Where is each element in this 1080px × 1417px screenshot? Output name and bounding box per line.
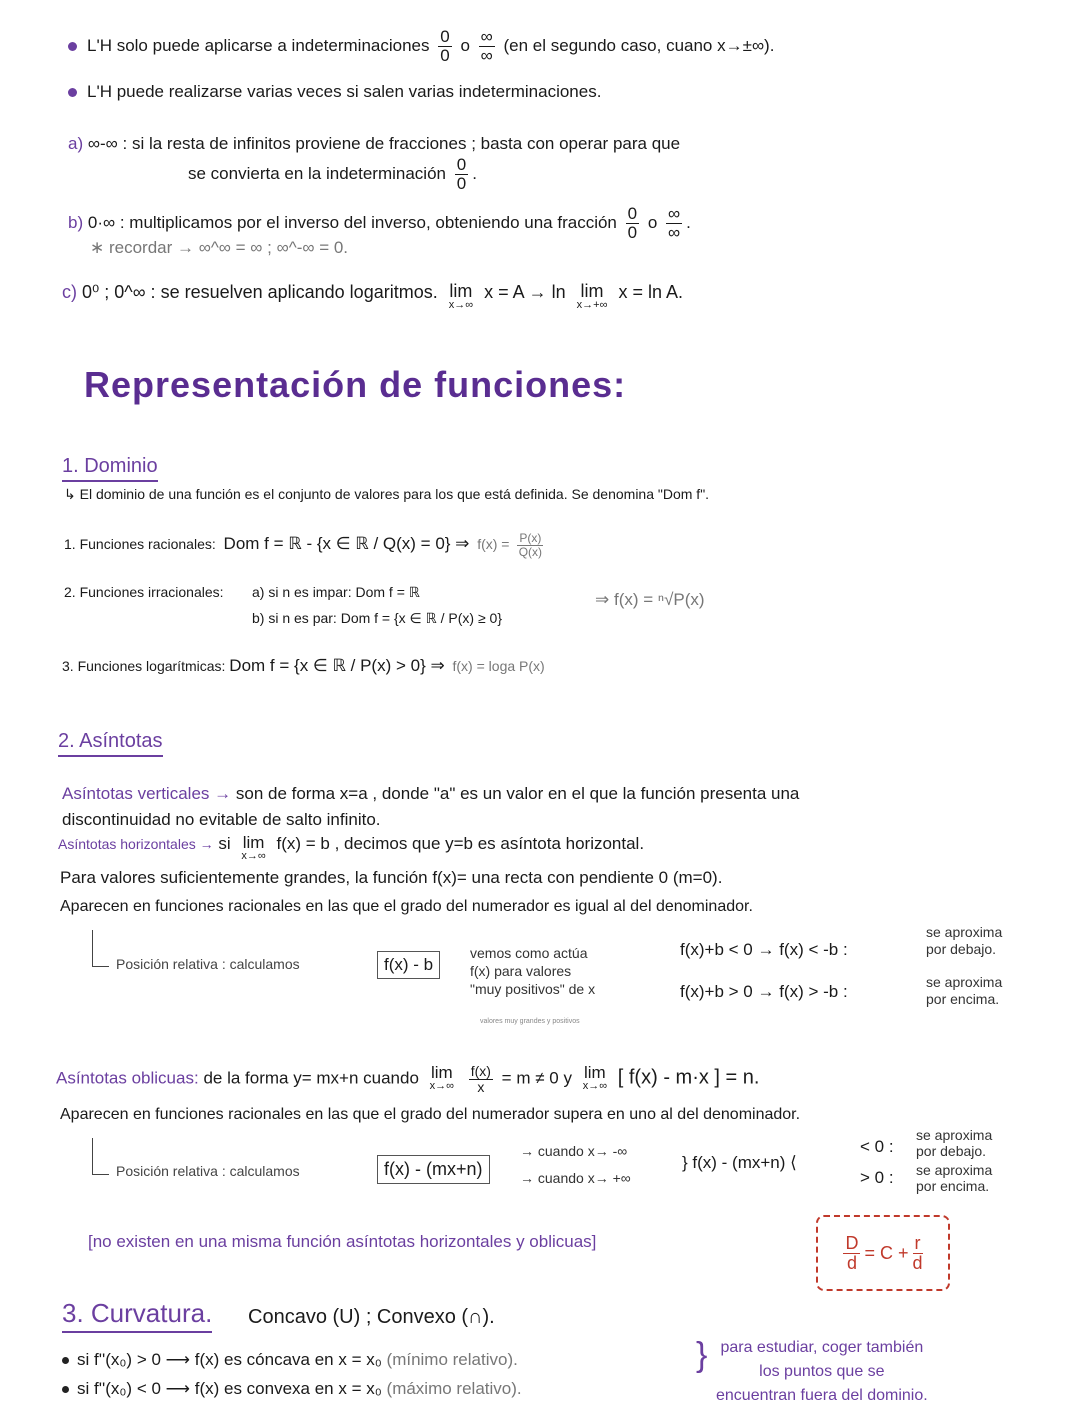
den: 0 xyxy=(627,222,638,242)
bullet-icon xyxy=(62,1357,69,1364)
text: se aproxima xyxy=(926,974,1003,990)
case-above-result xyxy=(926,974,1002,1008)
den: d xyxy=(912,1252,923,1273)
den: ∞ xyxy=(668,222,681,242)
limit xyxy=(583,1064,607,1092)
formula: f(x) = loga P(x) xyxy=(452,658,545,674)
section-heading-curvatura: 3. Curvatura. xyxy=(62,1298,212,1333)
case-above-result xyxy=(916,1162,992,1194)
text: f(x) = b , decimos que y=b es asíntota horizontal. xyxy=(276,834,645,853)
fraction xyxy=(517,532,543,558)
recordar-note: ∗ recordar → ∞^∞ = ∞ ; ∞^-∞ = 0. xyxy=(90,238,349,257)
fraction xyxy=(479,28,495,65)
asintotas-note: [no existen en una misma función asíntotas horizontales y oblicuas] xyxy=(88,1232,597,1251)
lim: lim xyxy=(584,1063,606,1082)
text: (en el segundo caso, cuano x→±∞). xyxy=(503,35,775,55)
case-a-cont: se convierta en la indeterminación $\frac{0}{0}$ . xyxy=(188,155,477,193)
oblicuas-expression: } f(x) - (mx+n) ⟨ xyxy=(682,1153,797,1172)
text: los puntos que se xyxy=(759,1363,885,1380)
dominio-irracionales-formula: ⇒ f(x) = ⁿ√P(x) xyxy=(595,590,705,609)
formula-box: f(x) - (mx+n) xyxy=(377,1155,490,1184)
connector-line xyxy=(92,930,109,967)
text: o xyxy=(647,212,658,232)
num: P(x) xyxy=(519,531,542,545)
text: se aproxima xyxy=(916,1162,993,1178)
text: por debajo. xyxy=(926,940,997,957)
text: por encima. xyxy=(926,990,1000,1007)
small-note: valores muy grandes y positivos xyxy=(480,1018,580,1025)
posicion-relativa-label: Posición relativa : calculamos xyxy=(116,1163,300,1179)
bullet-icon xyxy=(62,1386,69,1393)
text: [ f(x) - m·x ] = n. xyxy=(617,1066,760,1089)
den: x xyxy=(477,1078,485,1095)
formula-box: f(x) - b xyxy=(377,951,440,979)
asintotas-verticales xyxy=(62,784,799,804)
text: f(x) para valores xyxy=(470,963,572,980)
text: por debajo. xyxy=(916,1143,987,1160)
text: "muy positivos" de x xyxy=(470,981,596,998)
text: se aproxima xyxy=(916,1127,993,1143)
formula: Dom f = ℝ - {x ∈ ℝ / Q(x) = 0} ⇒ xyxy=(223,533,470,553)
asintotas-horizontales-aparecen: Aparecen en funciones racionales en las que el grado del numerador es igual al del denominador. xyxy=(60,898,753,915)
case-below: f(x)+b < 0 → f(x) < -b : xyxy=(680,940,848,959)
num: 0 xyxy=(627,204,638,223)
case-b: b) 0·∞ : multiplicamos por el inverso del inverso, obteniendo una fracción $\frac{0}{0}$ o ∞ ∞ . xyxy=(68,204,691,242)
text: = C + xyxy=(864,1242,909,1263)
form: 0⁰ ; 0^∞ : xyxy=(82,282,156,302)
label: b) xyxy=(68,212,84,232)
curvatura-bullet-2 xyxy=(62,1379,522,1399)
den: d xyxy=(846,1252,857,1273)
limit xyxy=(430,1064,454,1092)
asintotas-oblicuas xyxy=(56,1064,759,1094)
case-above: f(x)+b > 0 → f(x) > -b : xyxy=(680,982,848,1001)
den: Q(x) xyxy=(518,544,543,559)
limit xyxy=(449,282,473,311)
curvatura-subtitle: Concavo (U) ; Convexo (∩). xyxy=(248,1306,495,1328)
asintotas-horizontales xyxy=(58,834,644,862)
dominio-definition: ↳ El dominio de una función es el conjunto de valores para los que está definida. Se denomina "Dom f". xyxy=(64,486,710,502)
fraction xyxy=(469,1064,493,1094)
dominio-irracionales-a: a) si n es impar: Dom f = ℝ xyxy=(252,584,420,600)
formula: Dom f = {x ∈ ℝ / P(x) > 0} ⇒ xyxy=(229,656,445,675)
text: por encima. xyxy=(916,1178,990,1195)
text: si la resta de infinitos proviene de fracciones ; basta con operar para que xyxy=(131,134,681,153)
text: x = ln A. xyxy=(618,282,683,302)
fraction xyxy=(666,205,682,242)
text: L'H solo puede aplicarse a indeterminaciones xyxy=(87,35,430,55)
text: se convierta en la indeterminación xyxy=(188,163,446,183)
lim-sub: x→∞ xyxy=(241,850,266,862)
lim-sub: x→∞ xyxy=(429,1080,454,1092)
num: D xyxy=(845,1232,859,1253)
asintotas-horizontales-para: Para valores suficientemente grandes, la función f(x)= una recta con pendiente 0 (m=0). xyxy=(60,868,723,887)
text: si f''(x₀) < 0 ⟶ f(x) es convexa en x = x₀ xyxy=(77,1379,382,1398)
brace: } xyxy=(696,1336,708,1374)
den: 0 xyxy=(440,45,450,65)
lim-sub: x→∞ xyxy=(448,299,474,311)
text: (máximo relativo). xyxy=(386,1379,522,1398)
fraction xyxy=(438,28,451,65)
text: o xyxy=(460,35,470,55)
form: 0·∞ : xyxy=(87,212,125,232)
fraction xyxy=(626,205,639,242)
label: Asíntotas verticales → xyxy=(62,784,232,803)
asintotas-oblicuas-aparecen: Aparecen en funciones racionales en las que el grado del numerador supera en uno al del denominador. xyxy=(60,1106,801,1123)
label: 1. Funciones racionales: xyxy=(64,535,216,552)
num: r xyxy=(914,1232,921,1253)
num: f(x) xyxy=(470,1063,491,1079)
lim: lim xyxy=(242,833,265,852)
case-below: < 0 : xyxy=(860,1137,894,1156)
lim: lim xyxy=(449,281,473,301)
bullet-icon xyxy=(68,88,77,97)
division-formula-box xyxy=(816,1215,950,1291)
bullet-icon xyxy=(68,42,77,51)
text: si f''(x₀) > 0 ⟶ f(x) es cóncava en x = x₀ xyxy=(77,1350,382,1369)
den: 0 xyxy=(456,173,467,193)
label: c) xyxy=(62,282,77,302)
connector-line xyxy=(92,1138,109,1175)
num: 0 xyxy=(456,155,467,174)
text: son de forma x=a , donde "a" es un valor en el que la función presenta una xyxy=(235,784,800,803)
label: Asíntotas horizontales → xyxy=(58,836,214,852)
when-minus-inf: → cuando x→ -∞ xyxy=(520,1143,628,1159)
section-heading-asintotas: 2. Asíntotas xyxy=(58,730,163,757)
case-above: > 0 : xyxy=(860,1168,894,1187)
vemos-note xyxy=(470,944,595,999)
text: = m ≠ 0 y xyxy=(501,1068,572,1088)
fraction xyxy=(455,156,468,193)
text: para estudiar, coger también xyxy=(720,1339,924,1356)
num: 0 xyxy=(440,27,450,46)
page-title: Representación de funciones: xyxy=(84,364,627,405)
limit xyxy=(577,282,608,311)
text: encuentran fuera del dominio. xyxy=(716,1387,928,1404)
text: se resuelven aplicando logaritmos. xyxy=(160,282,438,302)
lim: lim xyxy=(580,281,604,301)
fraction xyxy=(913,1234,923,1273)
text: L'H puede realizarse varias veces si salen varias indeterminaciones. xyxy=(87,82,602,101)
posicion-relativa-label: Posición relativa : calculamos xyxy=(116,956,300,972)
num: ∞ xyxy=(668,204,681,223)
case-c xyxy=(62,282,683,311)
formula: f(x) = xyxy=(477,535,510,552)
text: si xyxy=(218,834,231,853)
case-a xyxy=(68,134,680,154)
label: a) xyxy=(68,134,84,153)
text: multiplicamos por el inverso del inverso, obteniendo una fracción xyxy=(129,212,617,232)
dominio-irracionales-b: b) si n es par: Dom f = {x ∈ ℝ / P(x) ≥ 0} xyxy=(252,610,502,626)
text: (mínimo relativo). xyxy=(386,1350,518,1369)
section-heading-dominio: 1. Dominio xyxy=(62,455,158,482)
num: ∞ xyxy=(480,27,493,46)
asintotas-verticales-cont: discontinuidad no evitable de salto infinito. xyxy=(62,810,381,829)
curvatura-side-note xyxy=(716,1336,928,1408)
form: ∞-∞ : xyxy=(87,134,128,153)
when-plus-inf: → cuando x→ +∞ xyxy=(520,1170,631,1186)
dominio-logaritmicas xyxy=(62,656,545,676)
dominio-irracionales-label: 2. Funciones irracionales: xyxy=(64,584,224,600)
text: de la forma y= mx+n cuando xyxy=(203,1068,419,1088)
case-below-result xyxy=(926,924,1002,958)
curvatura-bullet-1 xyxy=(62,1350,518,1370)
lim-sub: x→∞ xyxy=(582,1080,608,1092)
den: ∞ xyxy=(480,45,493,65)
label: 3. Funciones logarítmicas: xyxy=(62,658,226,674)
dominio-racionales xyxy=(64,532,547,558)
text: se aproxima xyxy=(926,924,1003,940)
text: vemos como actúa xyxy=(470,945,588,961)
limit xyxy=(241,834,265,862)
fraction xyxy=(843,1234,860,1273)
text: x = A → ln xyxy=(484,282,566,302)
label: Asíntotas oblicuas: xyxy=(56,1068,199,1088)
case-below-result xyxy=(916,1127,992,1159)
lim: lim xyxy=(430,1063,453,1082)
bullet-lhopital-1 xyxy=(68,28,774,65)
lim-sub: x→+∞ xyxy=(576,299,608,311)
bullet-lhopital-2 xyxy=(68,82,601,102)
